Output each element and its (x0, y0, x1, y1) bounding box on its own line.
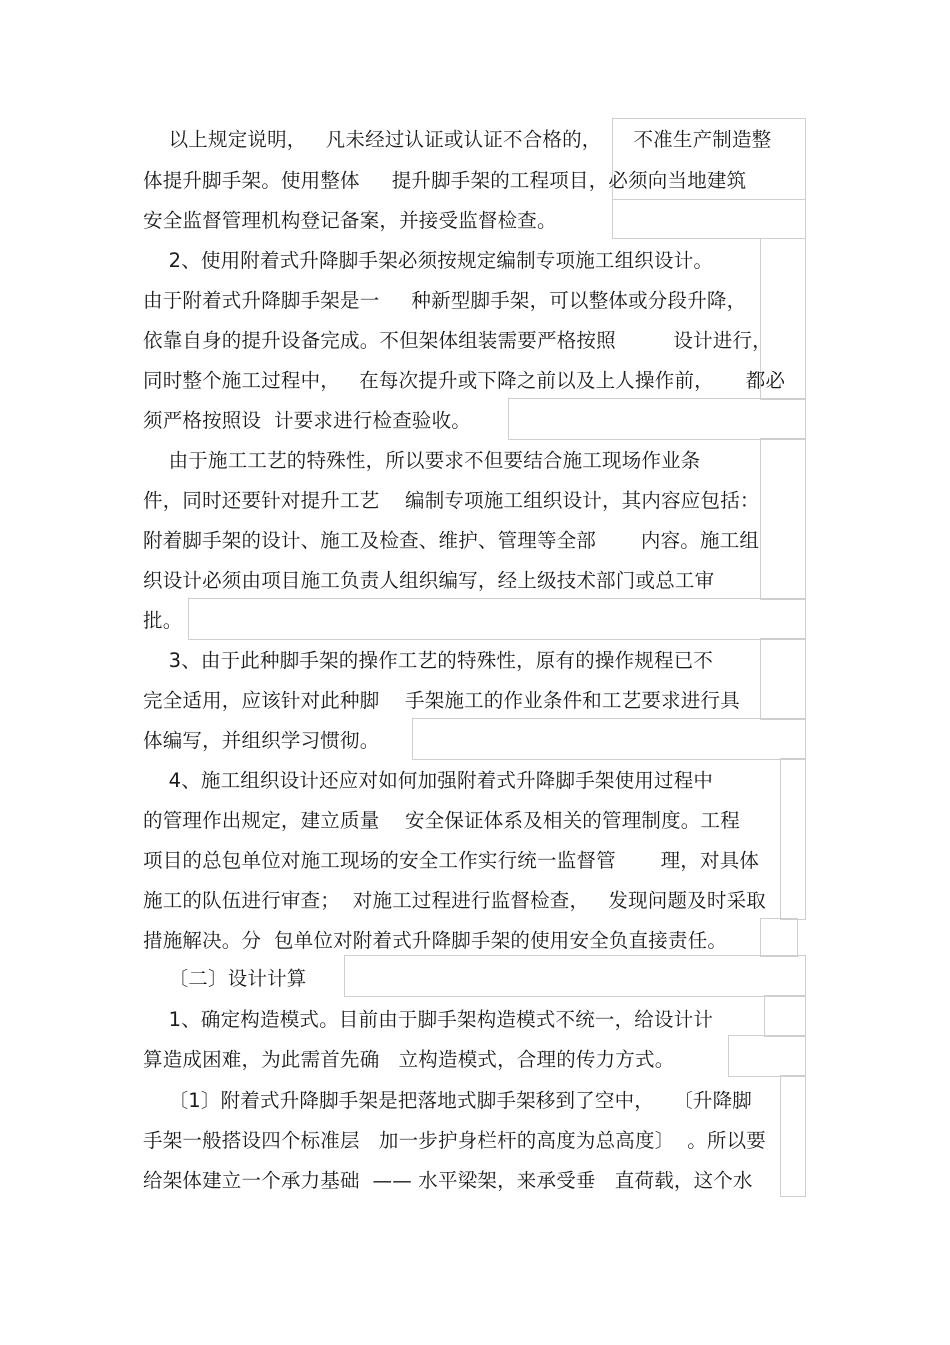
frame-box-2 (612, 198, 806, 239)
text-line: 施工的队伍进行审查； 对施工过程进行监督检查， 发现问题及时采取 (143, 889, 766, 912)
frame-box-13 (728, 1035, 806, 1077)
text-line: 项目的总包单位对施工现场的安全工作实行统一监督管 理，对具体 (143, 849, 760, 872)
frame-box-7 (760, 638, 806, 720)
frame-box-14 (780, 1075, 806, 1197)
frame-box-5 (760, 438, 806, 600)
frame-box-6 (188, 598, 806, 640)
frame-box-12 (764, 995, 806, 1037)
text-line: 给架体建立一个承力基础 —— 水平梁架，来承受垂 直荷载，这个水 (143, 1169, 753, 1192)
text-line: 件，同时还要针对提升工艺 编制专项施工组织设计，其内容应包括： (143, 489, 760, 512)
frame-box-11 (344, 955, 806, 997)
text-line: 算造成困难，为此需首先确 立构造模式，合理的传力方式。 (143, 1048, 675, 1071)
text-line: 以上规定说明， 凡未经过认证或认证不合格的， 不准生产制造整 (143, 128, 772, 151)
frame-box-9 (780, 758, 806, 920)
text-line: 依靠自身的提升设备完成。不但架体组装需要严格按照 设计进行， (143, 329, 772, 352)
text-line: 手架一般搭设四个标准层 加一步护身栏杆的高度为总高度〕 。所以要 (143, 1129, 766, 1152)
text-line: 2、使用附着式升降脚手架必须按规定编制专项施工组织设计。 (143, 249, 714, 272)
text-line: 附着脚手架的设计、施工及检查、维护、管理等全部 内容。施工组 (143, 529, 760, 552)
text-line: 体提升脚手架。使用整体 提升脚手架的工程项目，必须向当地建筑 (143, 169, 747, 192)
text-line: 安全监督管理机构登记备案，并接受监督检查。 (143, 209, 557, 232)
text-line: 〔1〕附着式升降脚手架是把落地式脚手架移到了空中， 〔升降脚 (143, 1089, 752, 1112)
text-line: 由于附着式升降脚手架是一 种新型脚手架，可以整体或分段升降， (143, 289, 747, 312)
text-line: 同时整个施工过程中， 在每次提升或下降之前以及上人操作前， 都必 (143, 369, 786, 392)
frame-box-10 (760, 918, 798, 957)
text-line: 织设计必须由项目施工负责人组织编写，经上级技术部门或总工审 (143, 569, 715, 592)
section-heading: 〔二〕设计计算 (143, 967, 307, 990)
text-line: 由于施工工艺的特殊性，所以要求不但要结合施工现场作业条 (143, 449, 701, 472)
frame-box-8 (412, 718, 806, 760)
text-line: 3、由于此种脚手架的操作工艺的特殊性，原有的操作规程已不 (143, 649, 714, 672)
text-line: 体编写，并组织学习惯彻。 (143, 729, 380, 752)
frame-box-4 (508, 398, 806, 440)
text-line: 完全适用，应该针对此种脚 手架施工的作业条件和工艺要求进行具 (143, 689, 740, 712)
text-line: 的管理作出规定，建立质量 安全保证体系及相关的管理制度。工程 (143, 809, 740, 832)
text-line: 1、确定构造模式。目前由于脚手架构造模式不统一，给设计计 (143, 1008, 714, 1031)
text-line: 措施解决。分 包单位对附着式升降脚手架的使用安全负直接责任。 (143, 929, 728, 952)
text-line: 批。 (143, 609, 183, 632)
text-line: 须严格按照设 计要求进行检查验收。 (143, 409, 471, 432)
text-line: 4、施工组织设计还应对如何加强附着式升降脚手架使用过程中 (143, 769, 714, 792)
